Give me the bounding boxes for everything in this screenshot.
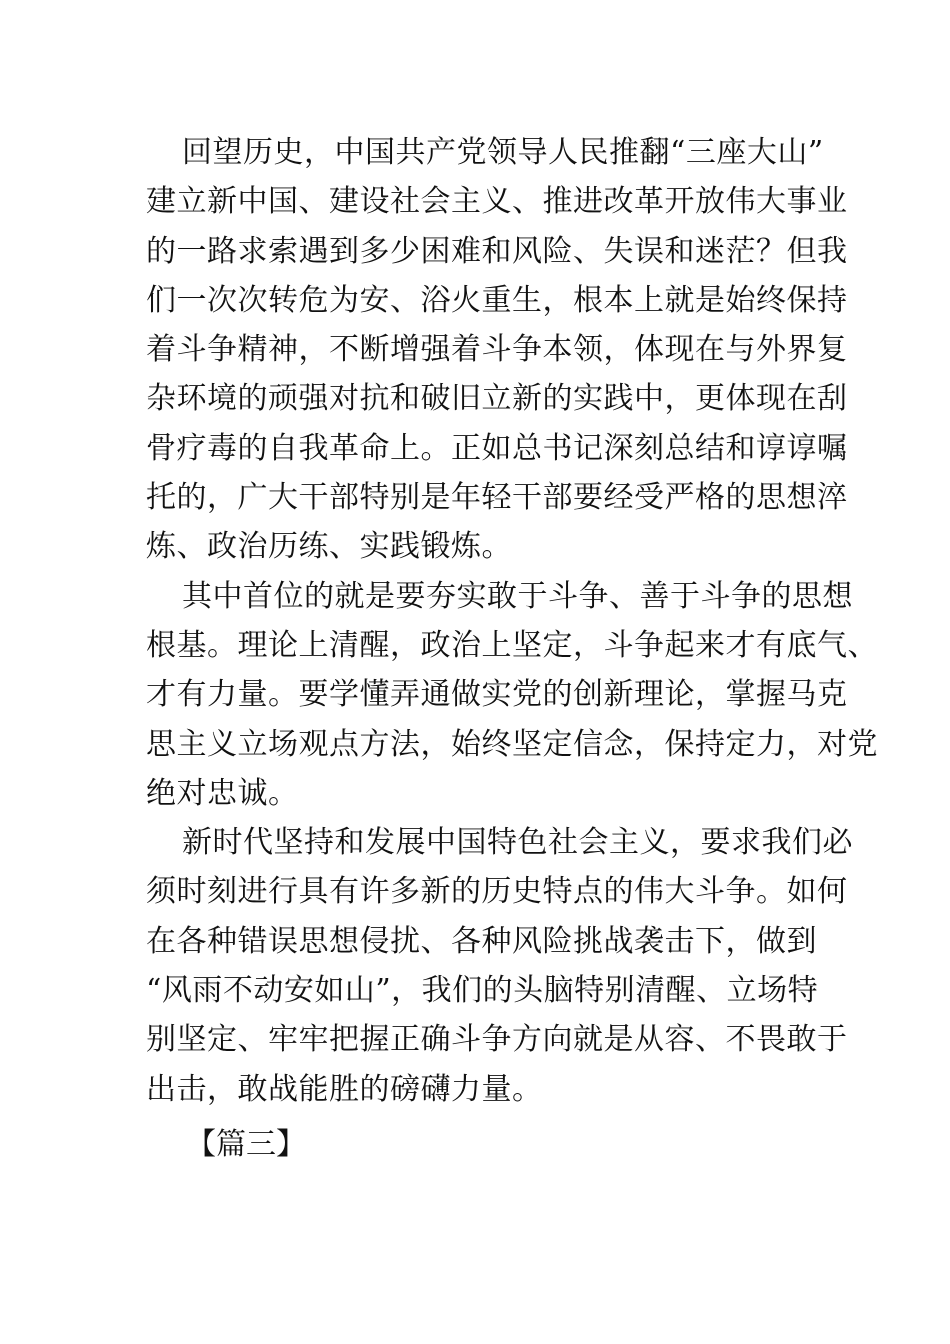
paragraph-line: “风雨不动安如山”，我们的头脑特别清醒、立场特 xyxy=(146,973,819,1009)
paragraph-line: 着斗争精神，不断增强着斗争本领，体现在与外界复 xyxy=(146,332,848,368)
paragraph-1 xyxy=(146,128,848,572)
paragraph-line: 须时刻进行具有许多新的历史特点的伟大斗争。如何 xyxy=(146,874,848,910)
paragraph-2 xyxy=(146,572,878,818)
paragraph-line: 思主义立场观点方法，始终坚定信念，保持定力，对党 xyxy=(146,726,878,762)
paragraph-line: 建立新中国、建设社会主义、推进改革开放伟大事业 xyxy=(146,184,848,220)
paragraph-3 xyxy=(146,818,853,1114)
paragraph-line: 骨疗毒的自我革命上。正如总书记深刻总结和谆谆嘱 xyxy=(146,430,848,466)
paragraph-line: 才有力量。要学懂弄通做实党的创新理论，掌握马克 xyxy=(146,677,848,713)
paragraph-line: 们一次次转危为安、浴火重生，根本上就是始终保持 xyxy=(146,282,848,318)
paragraph-line: 在各种错误思想侵扰、各种风险挑战袭击下，做到 xyxy=(146,923,817,959)
paragraph-line: 杂环境的顽强对抗和破旧立新的实践中，更体现在刮 xyxy=(146,381,848,417)
paragraph-line: 回望历史，中国共产党领导人民推翻“三座大山” xyxy=(182,135,824,170)
paragraph-line: 根基。理论上清醒，政治上坚定，斗争起来才有底气、 xyxy=(146,627,878,663)
paragraph-line: 别坚定、牢牢把握正确斗争方向就是从容、不畏敢于 xyxy=(146,1022,848,1058)
section-heading: 【篇三】 xyxy=(186,1127,306,1162)
paragraph-line: 其中首位的就是要夯实敢于斗争、善于斗争的思想 xyxy=(182,578,853,614)
paragraph-line: 出击，敢战能胜的磅礴力量。 xyxy=(146,1071,543,1107)
paragraph-line: 新时代坚持和发展中国特色社会主义，要求我们必 xyxy=(182,825,853,861)
paragraph-line: 的一路求索遇到多少困难和风险、失误和迷茫？但我 xyxy=(146,233,848,269)
paragraph-line: 炼、政治历练、实践锻炼。 xyxy=(146,529,512,565)
document-body xyxy=(146,128,878,1114)
paragraph-line: 托的，广大干部特别是年轻干部要经受严格的思想淬 xyxy=(146,480,848,516)
paragraph-line: 绝对忠诚。 xyxy=(146,775,299,811)
